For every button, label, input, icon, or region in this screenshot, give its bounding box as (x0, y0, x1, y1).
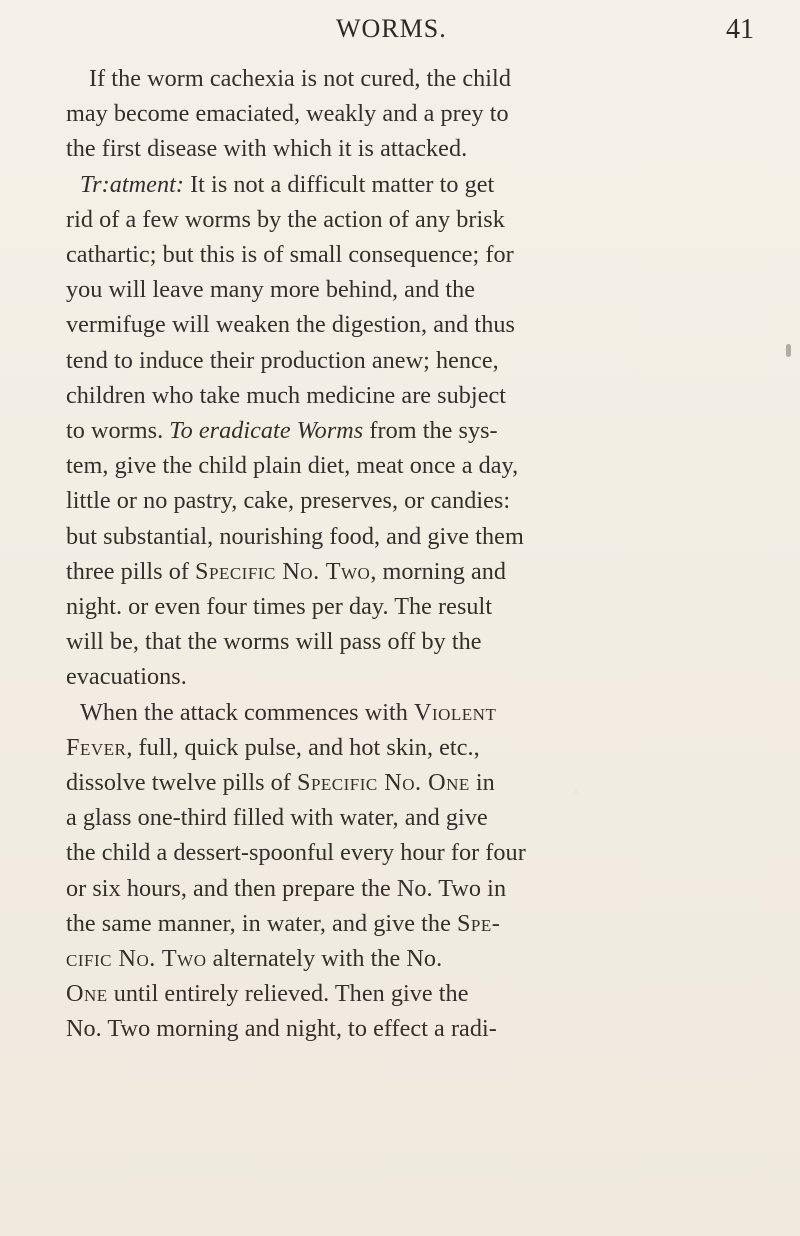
text-line (66, 167, 754, 202)
line-text: , morning and (370, 557, 507, 585)
running-title: WORMS. (336, 14, 447, 43)
line-text: It is not a difficult matter to get (183, 170, 495, 198)
condition-name: Fever (66, 733, 127, 761)
text-line (66, 765, 754, 800)
line-text: from the sys- (363, 417, 498, 445)
condition-name: Violent (414, 698, 497, 726)
text-line: night. or even four times per day. The result (66, 593, 493, 621)
text-line (66, 554, 754, 589)
text-line: will be, that the worms will pass off by the (66, 628, 482, 656)
paragraph-treatment (66, 167, 754, 695)
paragraph-worm-cachexia (66, 61, 754, 167)
text-line: you will leave many more behind, and the (66, 276, 476, 304)
line-text: until entirely relieved. Then give the (107, 980, 469, 1008)
text-line: tem, give the child plain diet, meat once a day, (66, 452, 519, 480)
text-line: rid of a few worms by the action of any brisk (66, 205, 505, 233)
text-line: the child a dessert-spoonful every hour for four (66, 839, 526, 867)
text-line: a glass one-third filled with water, and give (66, 804, 488, 832)
paragraph-violent-fever (66, 695, 754, 1047)
remedy-name: Specific No. Two (195, 557, 371, 585)
text-line (66, 730, 754, 765)
text-line: If the worm cachexia is not cured, the child (89, 65, 511, 92)
text-line: little or no pastry, cake, preserves, or candies: (66, 487, 511, 515)
line-text: alternately with the No. (206, 945, 443, 973)
running-header (66, 14, 754, 52)
line-text: When the attack commences with (80, 698, 414, 726)
line-text: to worms. (66, 417, 170, 445)
text-line: may become emaciated, weakly and a prey to (66, 100, 509, 128)
text-line: children who take much medicine are subject (66, 381, 507, 409)
text-line: tend to induce their production anew; hence, (66, 346, 499, 374)
text-line: No. Two morning and night, to effect a radi- (66, 1015, 497, 1043)
text-line (66, 695, 754, 730)
text-line (66, 413, 754, 448)
text-line: but substantial, nourishing food, and give them (66, 522, 524, 550)
text-line (66, 906, 754, 941)
remedy-name: Specific No. One (297, 769, 470, 797)
remedy-name: cific No. Two (66, 945, 207, 973)
text-line (66, 941, 754, 976)
line-text: in (469, 769, 495, 797)
text-line: or six hours, and then prepare the No. Two in (66, 874, 507, 902)
line-text: dissolve twelve pills of (66, 769, 298, 797)
remedy-name: One (66, 980, 108, 1008)
text-line: vermifuge will weaken the digestion, and thus (66, 311, 515, 339)
text-line (66, 976, 754, 1011)
treatment-heading: Tr:atment: (80, 170, 184, 198)
emphasis-text: To eradicate Worms (169, 417, 364, 445)
line-text: the same manner, in water, and give the (66, 909, 457, 937)
text-line: the first disease with which it is attacked. (66, 135, 468, 163)
line-text: , full, quick pulse, and hot skin, etc., (126, 733, 480, 761)
text-line: cathartic; but this is of small consequence; for (66, 241, 514, 269)
line-text: three pills of (66, 557, 196, 585)
text-line: evacuations. (66, 663, 187, 691)
page-number: 41 (726, 14, 754, 45)
page-body (66, 61, 754, 1047)
remedy-name: Spe- (456, 909, 501, 937)
margin-mark (786, 344, 791, 357)
